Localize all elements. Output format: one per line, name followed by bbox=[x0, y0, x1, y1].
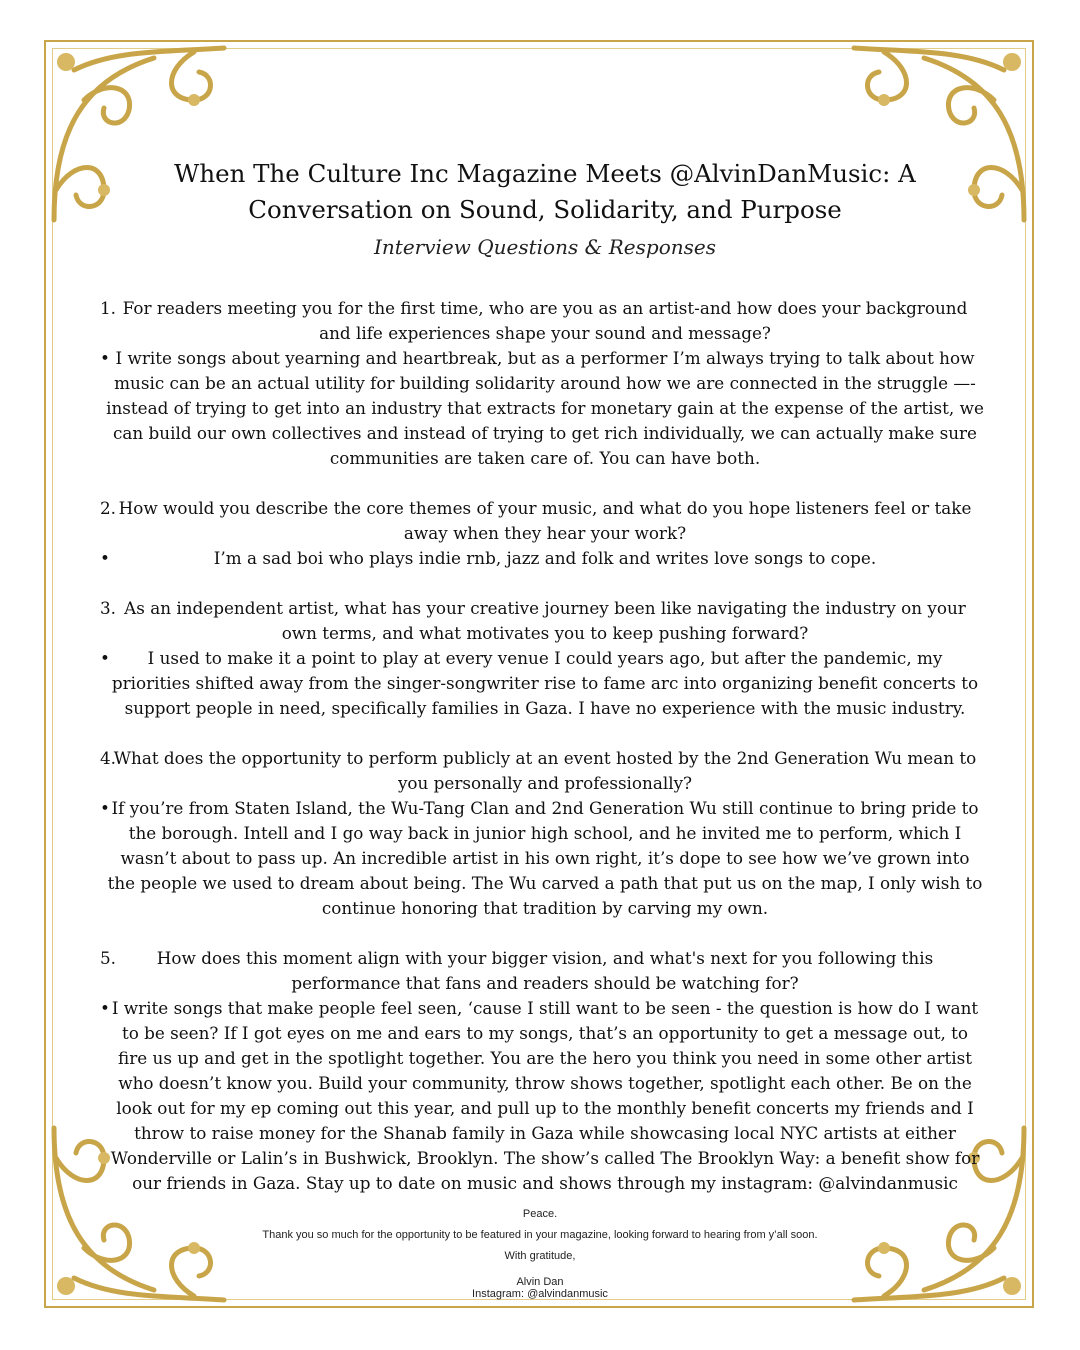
qa-item-1 bbox=[100, 296, 990, 471]
answer-4 bbox=[100, 796, 990, 921]
answer-text: I write songs that make people feel seen, ‘cause I still want to be seen - the question is how do I want to be seen? If I got eyes on me and ears to my songs, that’s an opportunity to get a message out, to fire us up and get in the spotlight together. You are the hero you think you need in some other artist who doesn’t know you. Build your community, throw shows together, spotlight each other. Be on the look out for my ep coming out this year, and pull up to the monthly benefit concerts my friends and I throw to raise money for the Shanab family in Gaza while showcasing local NYC artists at either Wonderville or Lalin’s in Bushwick, Brooklyn. The show’s called The Brooklyn Way: a benefit show for our friends in Gaza. Stay up to date on music and shows through my instagram: @alvindanmusic bbox=[110, 998, 980, 1193]
bullet-icon: • bbox=[100, 348, 110, 368]
answer-text: If you’re from Staten Island, the Wu-Tang Clan and 2nd Generation Wu still continue to bring pride to the borough. Intell and I go way back in junior high school, and he invited me to perform, which I wasn’t about to pass up. An incredible artist in his own right, it’s dope to see how we’ve grown into the people we used to dream about being. The Wu carved a path that put us on the map, I only wish to continue honoring that tradition by carving my own. bbox=[107, 798, 983, 918]
signoff bbox=[0, 1208, 1080, 1300]
answer-text: I used to make it a point to play at every venue I could years ago, but after the pandemic, my priorities shifted away from the singer-songwriter rise to fame arc into organizing benefit concerts to support people in need, specifically families in Gaza. I have no experience with the music industry. bbox=[111, 648, 979, 718]
question-text: How would you describe the core themes of your music, and what do you hope listeners feel or take away when they hear your work? bbox=[118, 498, 972, 543]
bullet-icon: • bbox=[100, 648, 110, 668]
article-subtitle: Interview Questions & Responses bbox=[374, 235, 716, 259]
question-text: For readers meeting you for the first time, who are you as an artist-and how does your background and life experiences shape your sound and message? bbox=[122, 298, 968, 343]
signoff-instagram: Instagram: @alvindanmusic bbox=[472, 1288, 608, 1300]
qa-item-5 bbox=[100, 946, 990, 1196]
signoff-peace: Peace. bbox=[522, 1208, 558, 1220]
answer-1 bbox=[100, 346, 990, 471]
question-1 bbox=[100, 296, 990, 346]
answer-text: I’m a sad boi who plays indie rnb, jazz and folk and writes love songs to cope. bbox=[213, 548, 877, 568]
question-5 bbox=[100, 946, 990, 996]
qa-item-3 bbox=[100, 596, 990, 721]
question-number: 1. bbox=[100, 298, 117, 318]
qa-item-4 bbox=[100, 746, 990, 921]
question-number: 2. bbox=[100, 498, 117, 518]
bullet-icon: • bbox=[100, 548, 110, 568]
question-4 bbox=[100, 746, 990, 796]
question-text: What does the opportunity to perform publicly at an event hosted by the 2nd Generation Wu mean to you personally and professionally? bbox=[113, 748, 977, 793]
question-3 bbox=[100, 596, 990, 646]
article-title: When The Culture Inc Magazine Meets @AlvinDanMusic: A Conversation on Sound, Solidarity, and Purpose bbox=[174, 159, 916, 224]
qa-list bbox=[100, 296, 990, 1196]
bullet-icon: • bbox=[100, 798, 110, 818]
signoff-name: Alvin Dan bbox=[516, 1276, 564, 1288]
question-number: 5. bbox=[100, 948, 117, 968]
bullet-icon: • bbox=[100, 998, 110, 1018]
question-2 bbox=[100, 496, 990, 546]
question-number: 3. bbox=[100, 598, 117, 618]
question-number: 4. bbox=[100, 748, 117, 768]
article-content bbox=[100, 156, 990, 1196]
qa-item-2 bbox=[100, 496, 990, 571]
signoff-thanks: Thank you so much for the opportunity to be featured in your magazine, looking forward to hearing from y’all soon. bbox=[262, 1229, 818, 1241]
question-text: How does this moment align with your bigger vision, and what's next for you following this performance that fans and readers should be watching for? bbox=[156, 948, 934, 993]
answer-text: I write songs about yearning and heartbreak, but as a performer I’m always trying to talk about how music can be an actual utility for building solidarity around how we are connected in the struggle —- instead of trying to get into an industry that extracts for monetary gain at the expense of the artist, we can build our own collectives and instead of trying to get rich individually, we can actually make sure communities are taken care of. You can have both. bbox=[106, 348, 984, 468]
answer-2 bbox=[100, 546, 990, 571]
signoff-closing: With gratitude, bbox=[504, 1250, 576, 1262]
question-text: As an independent artist, what has your creative journey been like navigating the industry on your own terms, and what motivates you to keep pushing forward? bbox=[124, 598, 966, 643]
answer-5 bbox=[100, 996, 990, 1196]
answer-3 bbox=[100, 646, 990, 721]
